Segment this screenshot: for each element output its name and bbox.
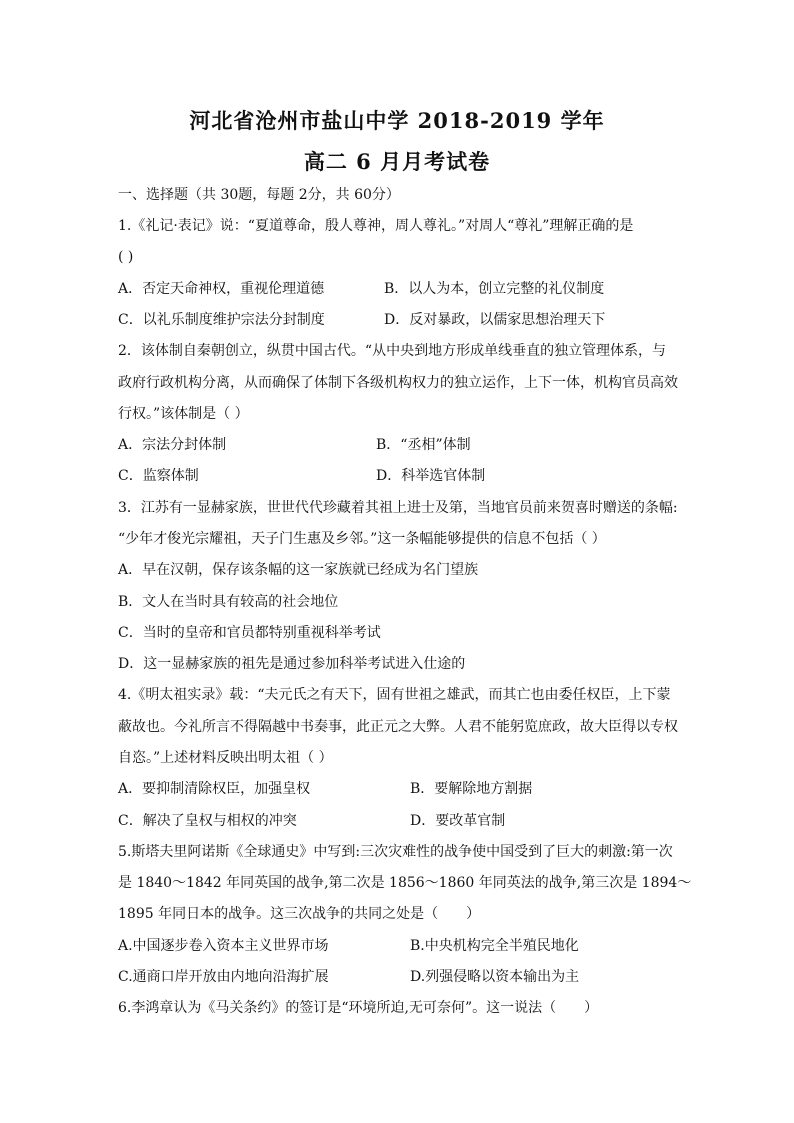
q6-stem-line-1: 6.李鸿章认为《马关条约》的签订是“环境所迫,无可奈何”。这一说法（ ）	[118, 1000, 599, 1016]
q1-option-a: A．否定天命神权，重视伦理道德	[118, 281, 325, 297]
q4-option-d: D．要改革官制	[410, 813, 506, 829]
q5-option-d: D.列强侵略以资本输出为主	[410, 969, 580, 985]
q3-option-a: A．早在汉朝，保存该条幅的这一家族就已经成为名门望族	[118, 562, 479, 578]
q3-option-b: B．文人在当时具有较高的社会地位	[118, 594, 339, 610]
q5-stem-line-3: 1895 年同日本的战争。这三次战争的共同之处是（ ）	[118, 906, 481, 922]
q3-stem-line-2: “少年才俊光宗耀祖，天子门生惠及乡邻。”这一条幅能够提供的信息不包括（ ）	[118, 531, 606, 547]
q5-stem-line-1: 5.斯塔夫里阿诺斯《全球通史》中写到:三次灾难性的战争使中国受到了巨大的刺激:第一次	[118, 844, 673, 860]
q4-stem-line-3: 自恣。”上述材料反映出明太祖（ ）	[118, 750, 333, 766]
q2-option-d: D．科举选官体制	[376, 468, 486, 484]
q2-stem-line-2: 政府行政机构分离，从而确保了体制下各级机构权力的独立运作，上下一体，机构官员高效	[118, 375, 678, 391]
q1-option-d: D．反对暴政，以儒家思想治理天下	[384, 312, 606, 328]
q3-stem-line-1: 3．江苏有一显赫家族，世世代代珍藏着其祖上进士及第，当地官员前来贺喜时赠送的条幅:	[118, 500, 678, 516]
q2-option-c: C．监察体制	[118, 468, 199, 484]
q2-option-a: A．宗法分封体制	[118, 437, 227, 453]
q2-option-b: B．“丞相”体制	[376, 437, 471, 453]
q4-option-a: A．要抑制清除权臣，加强皇权	[118, 781, 311, 797]
q1-stem-line-1: 1.《礼记·表记》说：“夏道尊命，殷人尊神，周人尊礼。”对周人“尊礼”理解正确的是	[118, 218, 634, 234]
q4-stem-line-1: 4.《明太祖实录》载：“夫元氏之有天下，固有世祖之雄武，而其亡也由委任权臣，上下蒙	[118, 687, 671, 703]
q2-stem-line-3: 行权。”该体制是（ ）	[118, 406, 249, 422]
q3-option-c: C．当时的皇帝和官员都特别重视科举考试	[118, 625, 381, 641]
q1-option-c: C．以礼乐制度维护宗法分封制度	[118, 312, 325, 328]
q3-option-d: D．这一显赫家族的祖先是通过参加科举考试进入仕途的	[118, 656, 466, 672]
q4-stem-line-2: 蔽故也。今礼所言不得隔越中书奏事，此正元之大弊。人君不能躬览庶政，故大臣得以专权	[118, 719, 678, 735]
exam-title-line-2: 高二 6 月月考试卷	[303, 149, 491, 174]
q5-option-a: A.中国逐步卷入资本主义世界市场	[118, 938, 329, 954]
q1-stem-line-2: ( )	[118, 249, 134, 265]
q5-option-b: B.中央机构完全半殖民地化	[410, 938, 579, 954]
q2-stem-line-1: 2．该体制自秦朝创立，纵贯中国古代。“从中央到地方形成单线垂直的独立管理体系，与	[118, 343, 667, 359]
exam-title-line-1: 河北省沧州市盐山中学 2018-2019 学年	[189, 108, 605, 133]
section-heading: 一、选择题（共 30题，每题 2分，共 60分）	[118, 187, 400, 203]
q4-option-c: C．解决了皇权与相权的冲突	[118, 813, 297, 829]
q5-stem-line-2: 是 1840～1842 年同英国的战争,第二次是 1856～1860 年同英法的战争,第三次是 1894～	[118, 875, 692, 891]
q5-option-c: C.通商口岸开放由内地向沿海扩展	[118, 969, 329, 985]
q1-option-b: B．以人为本，创立完整的礼仪制度	[384, 281, 605, 297]
q4-option-b: B．要解除地方割据	[410, 781, 533, 797]
